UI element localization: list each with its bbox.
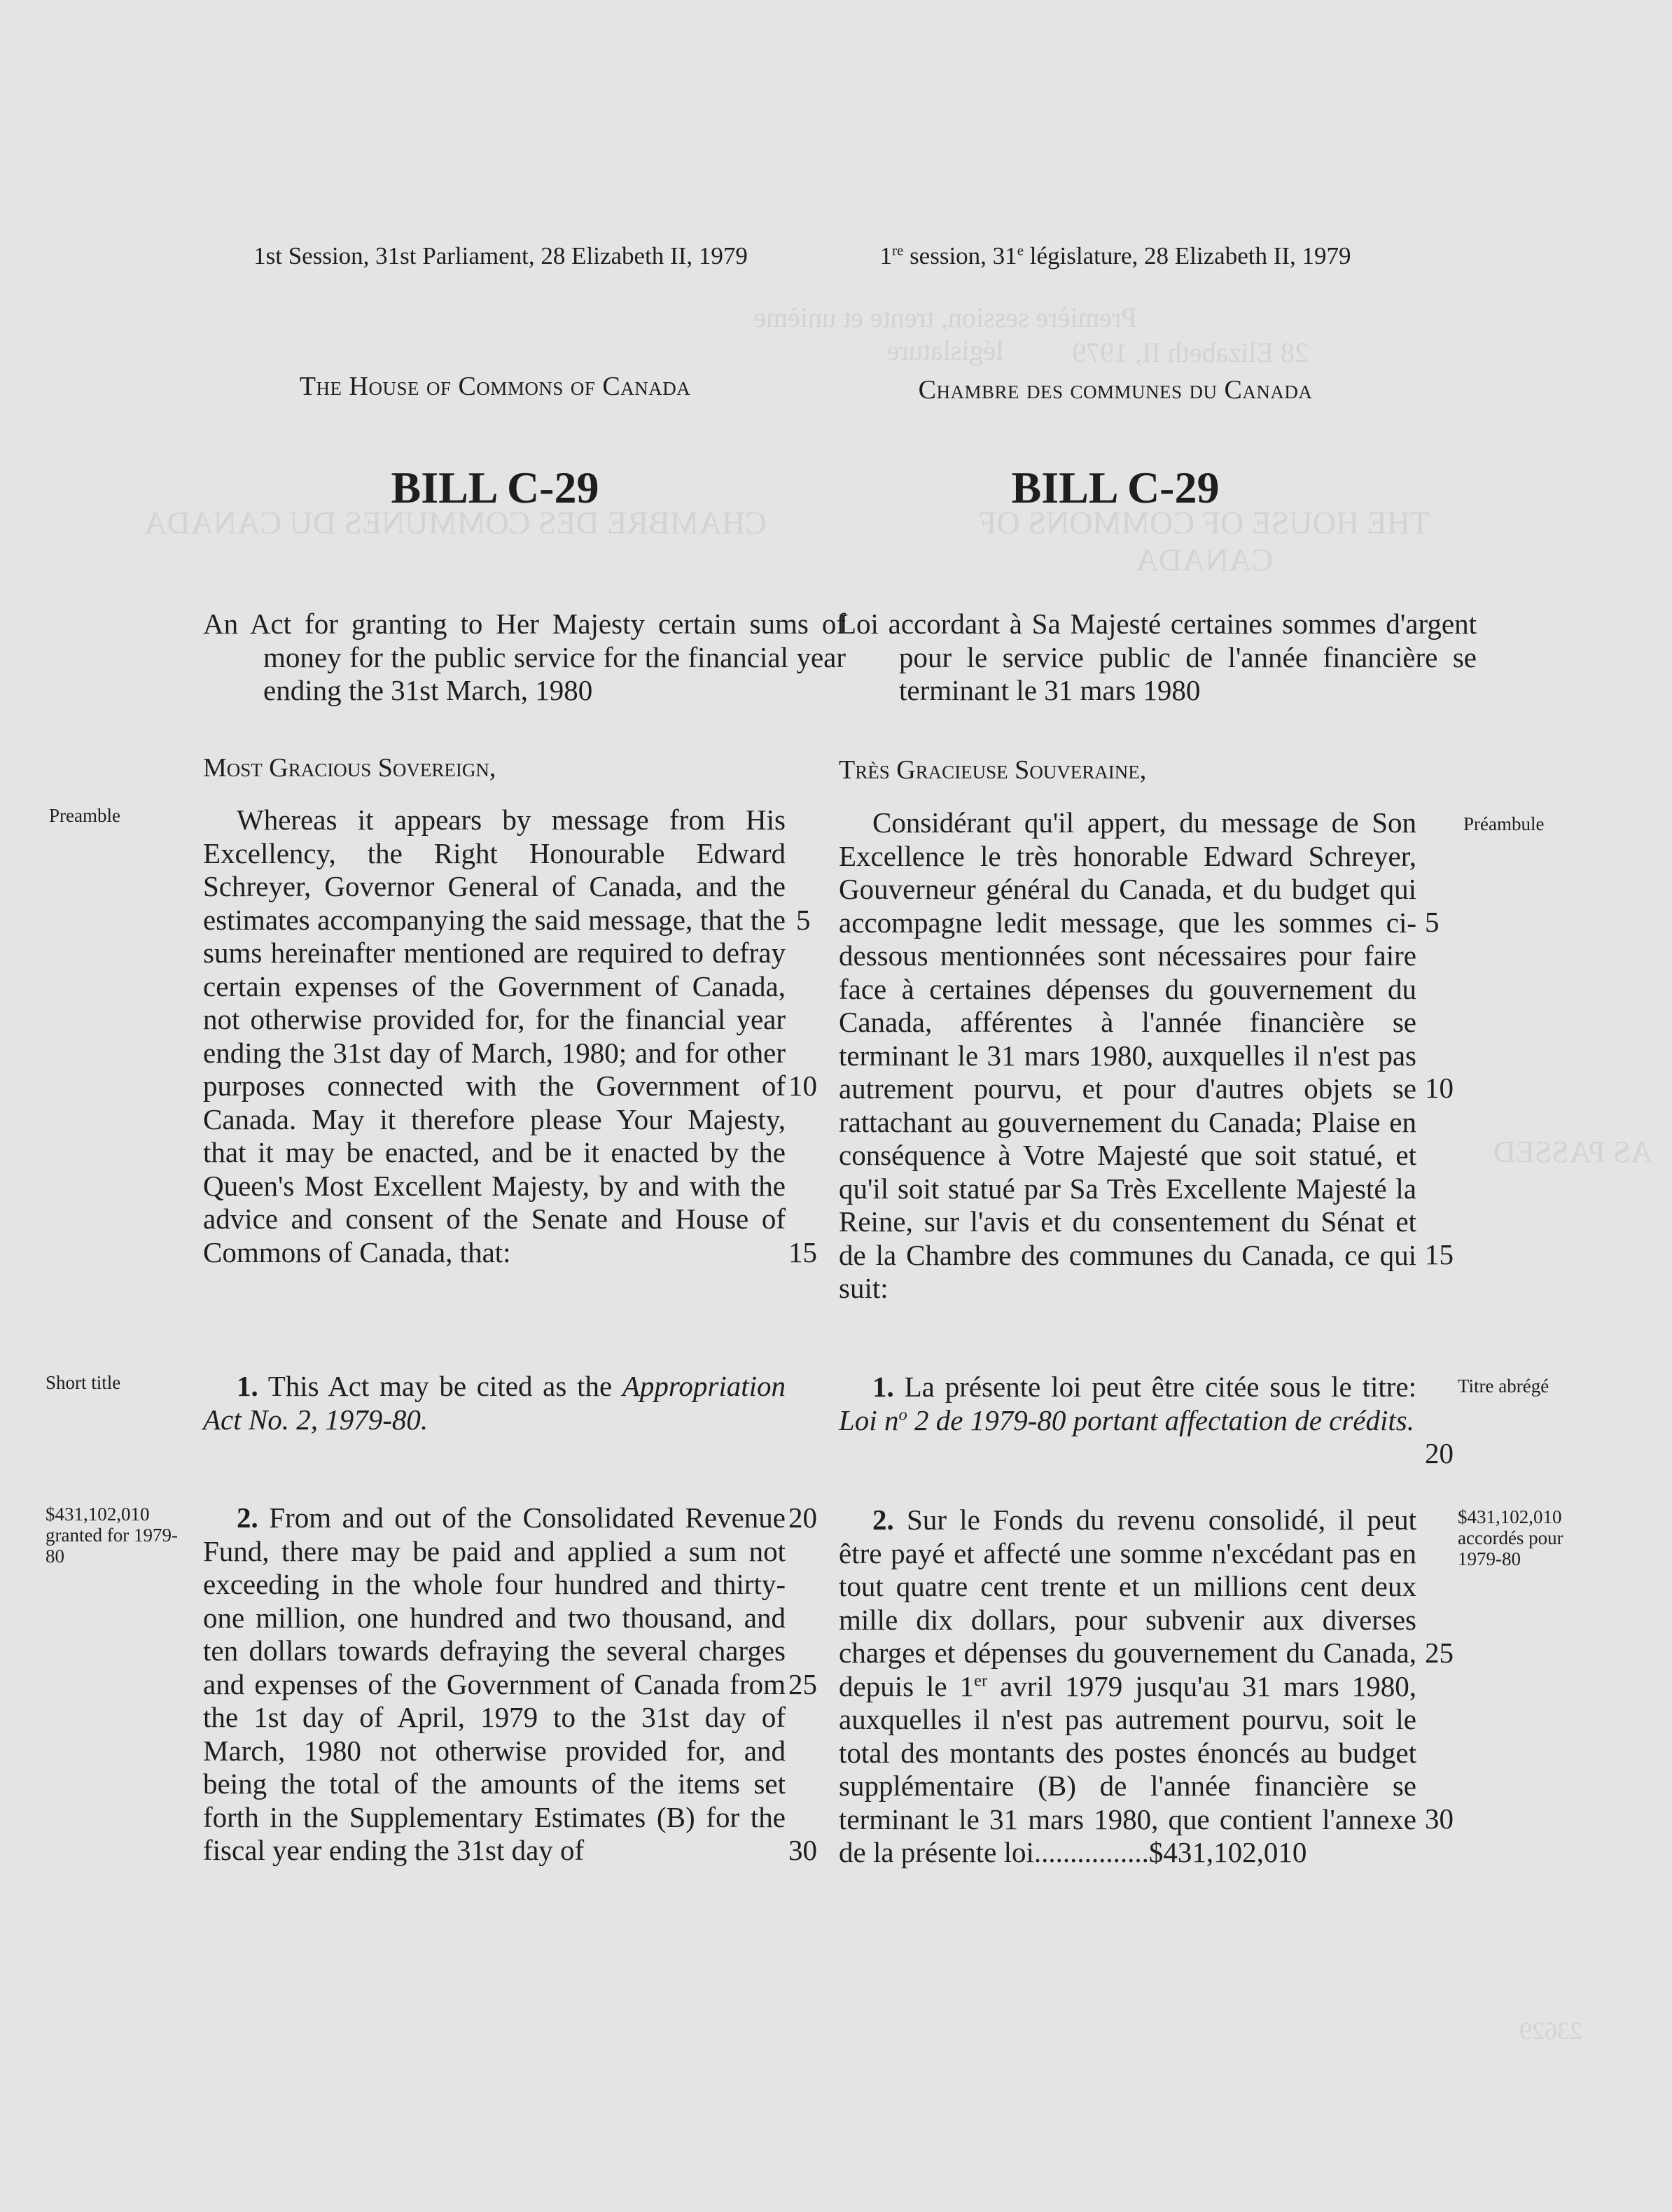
show-through-text: AS PASSED [1493,1135,1652,1169]
preamble-fr: Considérant qu'il appert, du message de Son Excellence le très honorable Edward Schreyer, Gouverneur général du Canada, et du budget qui accompagne ledit message, que les sommes ci-dessous mentionnées sont nécessaires pour faire face à certaines dépenses du gouvernement du Canada, afférentes à l'année financière se terminant le 31 mars 1980, auxquelles il n'est pas autrement pourvu, et pour d'autres objets se rattachant au gouvernement du Canada; Plaise en conséquence à Votre Majesté que soit statué, et qu'il soit statué par Sa Très Excellente Majesté la Reine, sur l'avis et du consentement du Sénat et de la Chambre des communes du Canada, ce qui suit: [839,806,1416,1304]
bill-number-en: BILL C-29 [391,463,599,512]
margin-note-preamble-en: Preamble [49,805,120,826]
line-number: 15 [1425,1238,1454,1270]
bill-number-fr: BILL C-29 [1011,463,1220,512]
long-title-fr: Loi accordant à Sa Majesté certaines sommes d'argent pour le service public de l'année financière se terminant le 31 mars 1980 [839,608,1477,706]
line-number: 20 [1425,1437,1454,1469]
house-title-en: The House of Commons of Canada [299,372,691,401]
line-number: 20 [788,1502,817,1534]
salutation-en: Most Gracious Sovereign, [203,753,496,783]
margin-note-preamble-fr: Préambule [1463,813,1545,834]
line-number: 30 [1425,1802,1454,1835]
section-1-en: 1. This Act may be cited as the Appropriation Act No. 2, 1979-80. [203,1370,786,1436]
show-through-text: THE HOUSE OF COMMONS OF CANADA [978,505,1430,578]
session-fr: 1re session, 31e législature, 28 Elizabeth II, 1979 [879,241,1351,270]
salutation-fr: Très Gracieuse Souveraine, [839,755,1147,785]
long-title-en: An Act for granting to Her Majesty certain sums of money for the public service for the financial year ending the 31st March, 1980 [203,608,846,706]
house-title-fr: Chambre des communes du Canada [918,375,1313,405]
line-number: 5 [796,904,811,936]
line-number: 25 [1425,1637,1454,1669]
show-through-text: Première session, trente et unième législature [753,302,1137,366]
section-2-fr: 2. Sur le Fonds du revenu consolidé, il peut être payé et affecté une somme n'excédant pas en tout quatre cent trente et un millions cent deux mille dix dollars, pour subvenir aux diverses charges et dépenses du gouvernement du Canada, depuis le 1er avril 1979 jusqu'au 31 mars 1980, auxquelles il n'est pas autrement pourvu, soit le total des montants des postes énoncés au budget supplémentaire (B) de l'année financière se terminant le 31 mars 1980, que contient l'annexe de la présente loi................$431,102,010 [839,1504,1417,1868]
line-number: 15 [788,1236,817,1268]
line-number: 10 [788,1070,817,1102]
section-1-fr: 1. La présente loi peut être citée sous le titre: Loi $n^o$ 2 de 1979-80 portant affectation de crédits. [839,1371,1416,1436]
margin-note-short-title-fr: Titre abrégé [1458,1376,1549,1396]
margin-note-short-title-en: Short title [46,1372,121,1393]
session-en: 1st Session, 31st Parliament, 28 Elizabeth II, 1979 [253,242,748,270]
show-through-text: 28 Elizabeth II, 1979 [1072,337,1309,368]
line-number: 10 [1425,1072,1454,1104]
margin-note-granted-en: $431,102,010 granted for 1979-80 [46,1504,178,1567]
show-through-text: 23629 [1519,2017,1582,2045]
show-through-text: CHAMBRE DES COMMUNES DU CANADA [144,505,767,540]
section-2-en: 2. From and out of the Consolidated Revenue Fund, there may be paid and applied a sum not exceeding in the whole four hundred and thirty-one million, one hundred and two thousand, and ten dollars towards defraying the several charges and expenses of the Government of Canada from the 1st day of April, 1979 to the 31st day of March, 1980 not otherwise provided for, and being the total of the amounts of the items set forth in the Supplementary Estimates (B) for the fiscal year ending the 31st day of [203,1502,786,1866]
margin-note-granted-fr: $431,102,010 accordés pour 1979-80 [1458,1506,1563,1569]
line-number: 25 [788,1668,817,1700]
line-number: 30 [788,1834,817,1866]
preamble-en: Whereas it appears by message from His Excellency, the Right Honourable Edward Schreyer, Governor General of Canada, and the estimates accompanying the said message, that the sums hereinafter mentioned are required to defray certain expenses of the Government of Canada, not otherwise provided for, for the financial year ending the 31st day of March, 1980; and for other purposes connected with the Government of Canada. May it therefore please Your Majesty, that it may be enacted, and be it enacted by the Queen's Most Excellent Majesty, by and with the advice and consent of the Senate and House of Commons of Canada, that: [203,804,786,1268]
line-number: 5 [1425,906,1440,938]
